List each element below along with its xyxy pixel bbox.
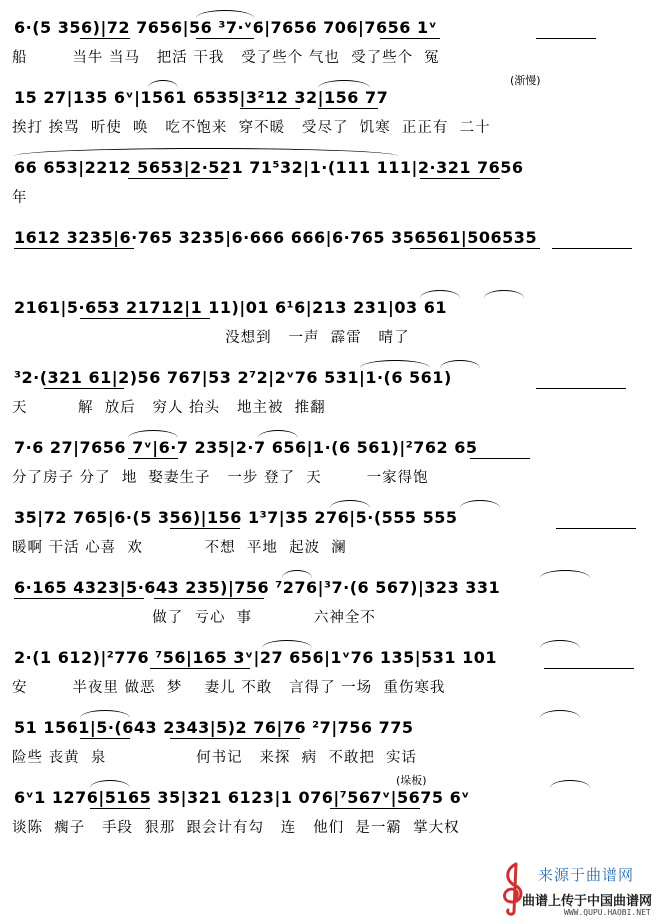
score-system-2	[0, 70, 660, 140]
beam-line	[556, 528, 636, 529]
beam-line	[44, 388, 124, 389]
score-system-12	[0, 770, 660, 840]
watermark-title: 来源于曲谱网	[538, 866, 635, 884]
slur-mark	[460, 500, 500, 508]
score-system-3	[0, 140, 660, 210]
lyrics-line: 天 解 放后 穷人 抬头 地主被 推翻	[12, 400, 326, 416]
slur-mark	[258, 430, 298, 438]
beam-line	[90, 808, 150, 809]
beam-line	[170, 738, 300, 739]
lyrics-line: 暖啊 干活 心喜 欢 不想 平地 起波 澜	[12, 540, 347, 556]
watermark-subtitle: 曲谱上传于中国曲谱网	[522, 894, 653, 909]
notation-line: 51 1561|5·(643 2343|5)2 76|76 ²7|756 775	[14, 718, 414, 737]
slur-mark	[282, 570, 312, 578]
slur-mark	[360, 360, 430, 368]
site-watermark	[494, 856, 654, 920]
beam-line	[154, 598, 264, 599]
slur-mark	[440, 360, 480, 368]
score-system-4	[0, 210, 660, 280]
beam-line	[128, 458, 178, 459]
slur-mark	[90, 780, 130, 788]
notation-line: 35|72 765|6·(5 356)|156 1³7|35 276|5·(555 555	[14, 508, 458, 527]
notation-line: 6·(5 356)|72 7656|56 ³7·ᵛ6|7656 706|7656 1ᵛ	[14, 18, 438, 37]
watermark-url: WWW.QUPU.HAOBI.NET	[564, 908, 651, 917]
lyrics-line: 船 当牛 当马 把活 干我 受了些个 气也 受了些个 冤	[12, 50, 440, 66]
notation-line: 2·(1 612)|²776 ⁷56|165 3ᵛ|27 656|1ᵛ76 135|531 101	[14, 648, 498, 667]
beam-line	[420, 178, 500, 179]
score-system-1	[0, 0, 660, 70]
lyrics-line: 谈陈 瘸子 手段 狠那 跟会计有勾 连 他们 是一霸 掌大权	[12, 820, 460, 836]
beam-line	[80, 318, 210, 319]
slur-mark	[14, 148, 398, 156]
notation-line: 1612 3235|6·765 3235|6·666 666|6·765 356561|506535	[14, 228, 538, 247]
beam-line	[536, 38, 596, 39]
slur-mark	[420, 290, 460, 298]
lyrics-line: 年	[12, 190, 28, 206]
beam-line	[196, 38, 254, 39]
slur-mark	[484, 290, 524, 298]
beam-line	[318, 108, 378, 109]
beam-line	[14, 598, 144, 599]
tempo-annotation: (渐慢)	[510, 74, 541, 87]
beam-line	[128, 178, 228, 179]
slur-mark	[540, 570, 590, 578]
notation-line: 66 653|2212 5653|2·521 71⁵32|1·(111 111|2·321 7656	[14, 158, 524, 177]
slur-mark	[196, 10, 254, 18]
slur-mark	[148, 80, 178, 88]
notation-line: 15 27|135 6ᵛ|1561 6535|3²12 32|156 77	[14, 88, 389, 107]
slur-mark	[80, 710, 130, 718]
lyrics-line: 分了房子 分了 地 娶妻生子 一步 登了 天 一家得饱	[12, 470, 429, 486]
slur-mark	[128, 430, 178, 438]
beam-line	[170, 528, 240, 529]
notation-line: 2161|5·653 21712|1 11)|01 6¹6|213 231|03 61	[14, 298, 447, 317]
tempo-annotation: (垛板)	[396, 774, 427, 787]
beam-line	[14, 248, 134, 249]
score-system-5	[0, 280, 660, 350]
score-system-7	[0, 420, 660, 490]
lyrics-line: 险些 丧黄 泉 何书记 来探 病 不敢把 实话	[12, 750, 418, 766]
score-system-8	[0, 490, 660, 560]
score-system-6	[0, 350, 660, 420]
beam-line	[380, 38, 440, 39]
lyrics-line: 做了 亏心 事 六神全不	[12, 610, 376, 626]
lyrics-line: 挨打 挨骂 听使 唤 吃不饱来 穿不暖 受尽了 饥寒 正正有 二十	[12, 120, 491, 136]
beam-line	[330, 808, 420, 809]
slur-mark	[318, 80, 370, 88]
slur-mark	[540, 710, 580, 718]
slur-mark	[262, 640, 312, 648]
notation-line: 6ᵛ1 1276|5165 35|321 6123|1 076|⁷567ᵛ|5675 6ᵛ	[14, 788, 470, 807]
notation-line: ³2·(321 61|2)56 767|53 2⁷2|2ᵛ76 531|1·(6 561)	[14, 368, 452, 387]
beam-line	[240, 108, 300, 109]
slur-mark	[330, 500, 370, 508]
beam-line	[80, 738, 130, 739]
beam-line	[470, 458, 530, 459]
lyrics-line: 没想到 一声 霹雷 晴了	[12, 330, 410, 346]
notation-line: 6·165 4323|5·643 235)|756 ⁷276|³7·(6 567)|323 331	[14, 578, 501, 597]
lyrics-line: 安 半夜里 做恶 梦 妻儿 不敢 言得了 一场 重伤寒我	[12, 680, 446, 696]
beam-line	[552, 248, 632, 249]
beam-line	[80, 38, 130, 39]
beam-line	[150, 668, 250, 669]
slur-mark	[540, 640, 580, 648]
notation-line: 7·6 27|7656 7ᵛ|6·7 235|2·7 656|1·(6 561)|²762 65	[14, 438, 478, 457]
slur-mark	[550, 780, 590, 788]
score-system-9	[0, 560, 660, 630]
score-system-11	[0, 700, 660, 770]
score-system-10	[0, 630, 660, 700]
beam-line	[536, 388, 626, 389]
beam-line	[544, 668, 634, 669]
beam-line	[410, 248, 540, 249]
